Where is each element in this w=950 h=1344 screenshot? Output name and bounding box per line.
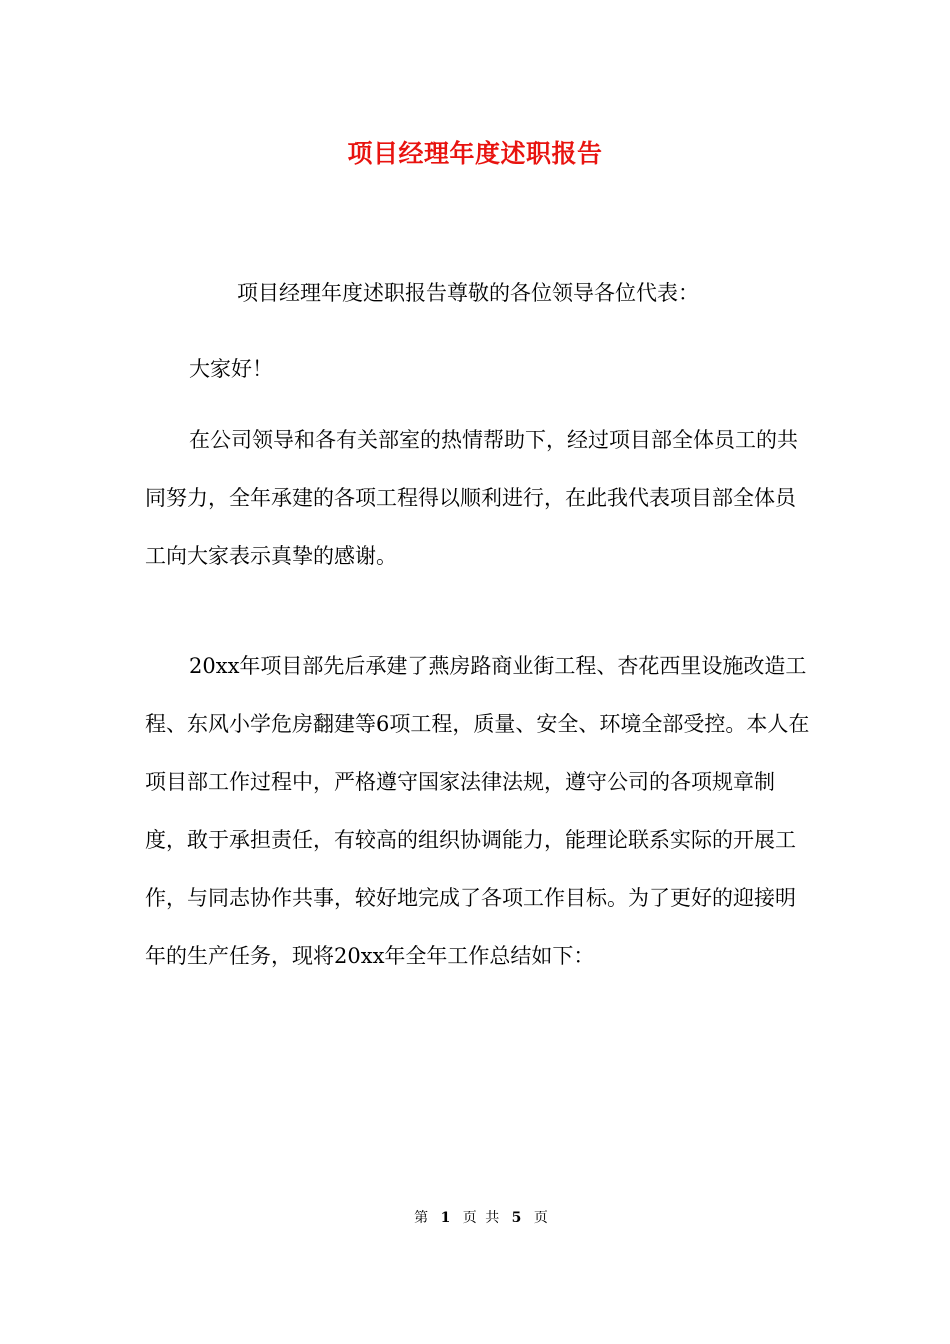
summary-paragraph: 20xx年项目部先后承建了燕房路商业街工程、杏花西里设施改造工程、东风小学危房翻建等6项工程，质量、安全、环境全部受控。本人在项目部工作过程中，严格遵守国家法律法规，遵守公司的各项规章制度，敢于承担责任，有较高的组织协调能力，能理论联系实际的开展工作，与同志协作共事，较好地完成了各项工作目标。为了更好的迎接明年的生产任务，现将20xx年全年工作总结如下： (145, 654, 810, 968)
footer-suffix: 页 (533, 1210, 548, 1226)
greeting-paragraph: 项目经理年度述职报告尊敬的各位领导各位代表： (237, 281, 699, 305)
footer-page-word: 页 (462, 1210, 477, 1226)
hello-paragraph: 大家好！ (189, 357, 273, 381)
footer-total-pages: 5 (511, 1210, 522, 1226)
footer-prefix: 第 (414, 1210, 429, 1226)
page-title: 项目经理年度述职报告 (347, 139, 603, 168)
thanks-paragraph: 在公司领导和各有关部室的热情帮助下，经过项目部全体员工的共同努力，全年承建的各项工程得以顺利进行，在此我代表项目部全体员工向大家表示真挚的感谢。 (145, 428, 798, 568)
footer-total-word: 共 (485, 1210, 500, 1226)
page-footer (0, 1208, 950, 1228)
footer-current-page: 1 (440, 1210, 451, 1226)
